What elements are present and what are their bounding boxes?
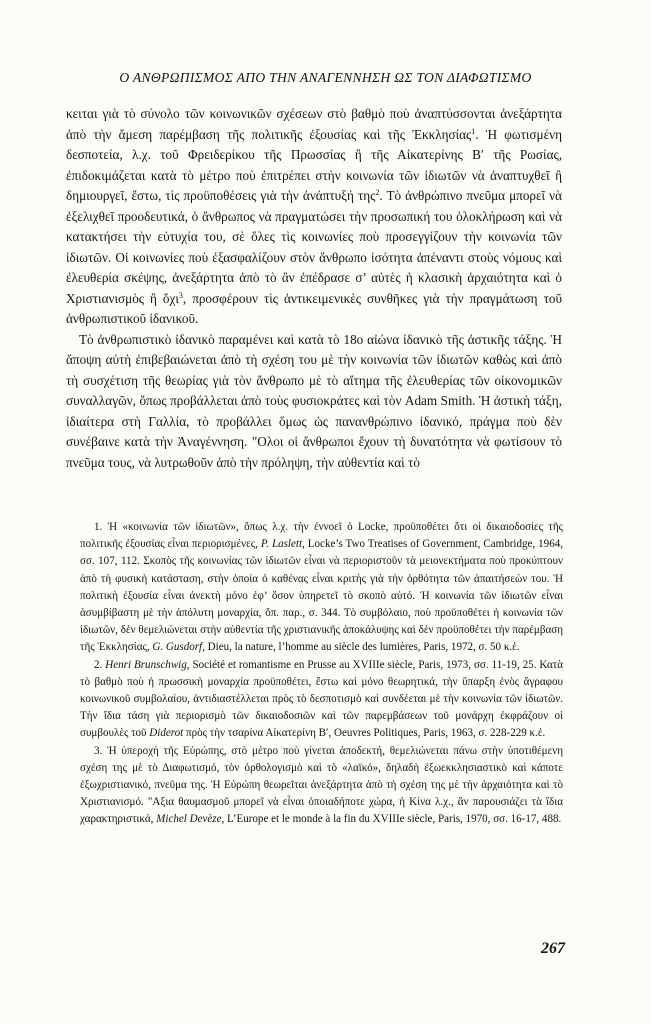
- footnotes: [80, 519, 563, 829]
- paragraph-1-part-a: κειται γιὰ τὸ σύνολο τῶν κοινωνικῶν σχέσεων στὸ βαθμὸ ποὺ ἀναπτύσσονται ἀνεξάρτητα ἀπὸ τὴν ἄμεση παρέμβαση τῆς πολιτικῆς ἐξουσίας καὶ τῆς Ἐκκλησίας: [66, 106, 562, 142]
- footnote-ref-2: 2: [375, 188, 380, 197]
- paragraph-2: Τὸ ἀνθρωπιστικὸ ἰδανικὸ παραμένει καὶ κατὰ τὸ 18ο αἰώνα ἰδανικὸ τῆς ἀστικῆς τάξης. Ἡ ἄποψη αὐτὴ ἐπιβεβαιώνεται ἀπὸ τὴ σχέση του μὲ τὴν κοινωνία τῶν ἰδιωτῶν καθὼς καὶ ἀπὸ τὴ συσχέτιση τῆς θεωρίας γιὰ τὸν ἄνθρωπο μὲ τὸ αἴτημα τῆς ἐλευθερίας τῶν οἰκονομικῶν συναλλαγῶν, ὅπως προβάλλεται ἀπὸ τοὺς φυσιοκράτες καὶ τὸν Adam Smith. Ἡ ἀστικὴ τάξη, ἰδιαίτερα στὴ Γαλλία, τὸ προβάλλει ὅμως ὡς πανανθρώπινο ἰδανικό, πράγμα ποὺ δὲν συνέβαινε κατὰ τὴν Ἀναγέννηση. "Ολοι οἱ ἄνθρωποι ἔχουν τὴ δυνατότητα νὰ φωτίσουν τὸ πνεῦμα τους, νὰ λυτρωθοῦν ἀπὸ τὴν πρόληψη, τὴν αὐθεντία καὶ τὸ: [66, 331, 562, 470]
- footnote-2: [80, 657, 563, 743]
- footnote-3-author-1: Michel Devèze,: [156, 813, 225, 826]
- footnote-1-part-c: Dieu, la nature, l’homme au siècle des lumières, Paris, 1972, σ. 50 κ.ἑ.: [207, 641, 520, 654]
- footnote-3-part-b: L’Europe et le monde à la fin du XVIIIe siècle, Paris, 1970, σσ. 16-17, 488.: [227, 813, 562, 826]
- footnote-ref-1: 1: [471, 126, 476, 136]
- paragraph-1-part-d: , προσφέρουν τὶς ἀντικειμενικὲς συνθῆκες γιὰ τὴν πραγμάτωση τοῦ ἀνθρωπιστικοῦ ἰδανικοῦ.: [66, 290, 562, 326]
- footnote-2-author-2: Diderot: [149, 727, 184, 740]
- footnote-2-author-1: Henri Brunschwig,: [105, 658, 190, 671]
- footnote-1-part-b: Locke’s Two Treatises of Government, Cambridge, 1964, σσ. 107, 112. Σκοπὸς τῆς κοινωνίας τῶν ἰδιωτῶν εἶναι νὰ περιοριστοῦν τὰ μειονεκτήματα ποὺ προκύπτουν ἀπὸ τὴ φυσικὴ κατάσταση, στὴν ὁποία ὁ καθένας εἶναι κριτὴς γιὰ τὴν ὀρθότητα τῶν ἀπαιτήσεών του. Ἡ πολιτικὴ ἐξουσία εἶναι ἀνεκτὴ μόνο ἐφ’ ὅσον ὑπηρετεῖ τὸ σκοπὸ αὐτό. Ἡ κοινωνία τῶν ἰδιωτῶν εἶναι ἀσυμβίβαστη μὲ τὴν ἀπόλυτη μοναρχία, ὅπ. παρ., σ. 344. Τὸ συμβόλαιο, ποὺ προϋποθέτει ἡ κοινωνία τῶν ἰδιωτῶν, δὲν θεμελιώνεται στὴν αὐθεντία τῆς χριστιανικῆς ἀποκάλυψης καὶ δὲν προϋποθέτει τὴν παρέμβαση τῆς Ἐκκλησίας,: [80, 538, 564, 654]
- footnote-ref-3: 3: [178, 290, 183, 300]
- paragraph-1: [66, 104, 562, 330]
- footnote-2-part-b: πρὸς τὴν τσαρίνα Αἰκατερίνη Β′, Oeuvres Politiques, Paris, 1963, σ. 228-229 κ.ἑ.: [186, 727, 546, 740]
- footnote-2-part-a: Société et romantisme en Prusse au XVIIIe siècle, Paris, 1973, σσ. 11-19, 25. Κατὰ τὸ βαθμὸ ποὺ ἡ πρωσσικὴ μοναρχία προϋποθέτει, ἔστω καὶ μόνο θεωρητικά, τὴν ὕπαρξη ἑνὸς ἄγραφου κοινωνικοῦ συμβολαίου, ἀντιδιαστέλλεται πρὸς τὸ δεσποτισμὸ καὶ συνδέεται μὲ τὴν κοινωνία τῶν ἰδιωτῶν. Τὴν ἴδια τάση γιὰ περιορισμὸ τῶν δικαιοδοσιῶν καὶ τῶν παρεμβάσεων τοῦ μονάρχη ἐκφράζουν οἱ συμβουλὲς τοῦ: [80, 658, 564, 740]
- footnote-1-author-1: P. Laslett,: [260, 538, 305, 551]
- footnote-2-number: 2.: [94, 658, 103, 671]
- page-number: 267: [541, 940, 565, 957]
- paragraph-1-part-b: . Ἡ φωτισμένη δεσποτεία, λ.χ. τοῦ Φρειδερίκου τῆς Πρωσσίας ἢ τῆς Αἰκατερίνης Β′ τῆς Ρωσίας, ἐπιδοκιμάζεται κατὰ τὸ μέτρο ποὺ ἐπιτρέπει στὴν κοινωνία τῶν ἰδιωτῶν νὰ ἀναπτυχθεῖ ἢ δημιουργεῖ, ἔστω, τὶς προϋποθέσεις γιὰ τὴν ἀνάπτυξή της: [66, 126, 562, 203]
- main-text: [66, 104, 562, 473]
- footnote-3: [80, 743, 563, 829]
- footnote-1: [80, 519, 563, 657]
- paragraph-1-part-c: . Τὸ ἀνθρώπινο πνεῦμα μπορεῖ νὰ ἐξελιχθεῖ προοδευτικά, ὁ ἄνθρωπος νὰ πραγματώσει τὴν προσωπική του ὁλοκλήρωση καὶ νὰ κατακτήσει τὴν εὐτυχία του, σὲ ὅλες τὶς κοινωνίες ποὺ προσεγγίζουν τὴν κοινωνία τῶν ἰδιωτῶν. Οἱ κοινωνίες ποὺ ἐξασφαλίζουν στὸν ἄνθρωπο ἰσότητα ἀπέναντι στοὺς νόμους καὶ ἐλευθερία σκέψης, ἀνεξάρτητα ἀπὸ τὸ ἂν ἐπέδρασε σ’ αὐτὲς ἡ κλασικὴ ἀρχαιότητα καὶ ὁ Χριστιανισμὸς ἢ ὄχι: [66, 188, 562, 306]
- footnote-3-part-a: 3. Ἡ ὑπεροχὴ τῆς Εὐρώπης, στὸ μέτρο ποὺ γίνεται ἀποδεκτή, θεμελιώνεται πάνω στὴν ὑποτιθέμενη σχέση της μὲ τὸ Διαφωτισμό, τὸν ὀρθολογισμὸ καὶ τὸ «λαϊκό», δηλαδὴ ἐξωεκκλησιαστικὸ καὶ κάποτε ἐξωχριστιανικό, πνεῦμα της. Ἡ Εὐρώπη θεωρεῖται ἀνεξάρτητα ἀπὸ τὴ σχέση της μὲ τὴν ἀρχαιότητα καὶ τὸ Χριστιανισμό. "Αξια θαυμασμοῦ μπορεῖ νὰ εἶναι ὁποιαδήποτε χώρα, ἡ Κίνα λ.χ., ἂν παρουσιάζει τὰ ἴδια χαρακτηριστικά,: [80, 744, 563, 826]
- running-head: Ο ΑΝΘΡΩΠΙΣΜΟΣ ΑΠΟ ΤΗΝ ΑΝΑΓΕΝΝΗΣΗ ΩΣ ΤΟΝ ΔΙΑΦΩΤΙΣΜΟ: [119, 70, 532, 85]
- footnote-1-author-2: G. Gusdorf,: [152, 641, 205, 654]
- footnote-1-part-a: 1. Ἡ «κοινωνία τῶν ἰδιωτῶν», ὅπως λ.χ. τὴν ἐννοεῖ ὁ Locke, προϋποθέτει ὅτι οἱ δικαιοδοσίες τῆς πολιτικῆς ἐξουσίας εἶναι περιορισμένες,: [80, 521, 563, 551]
